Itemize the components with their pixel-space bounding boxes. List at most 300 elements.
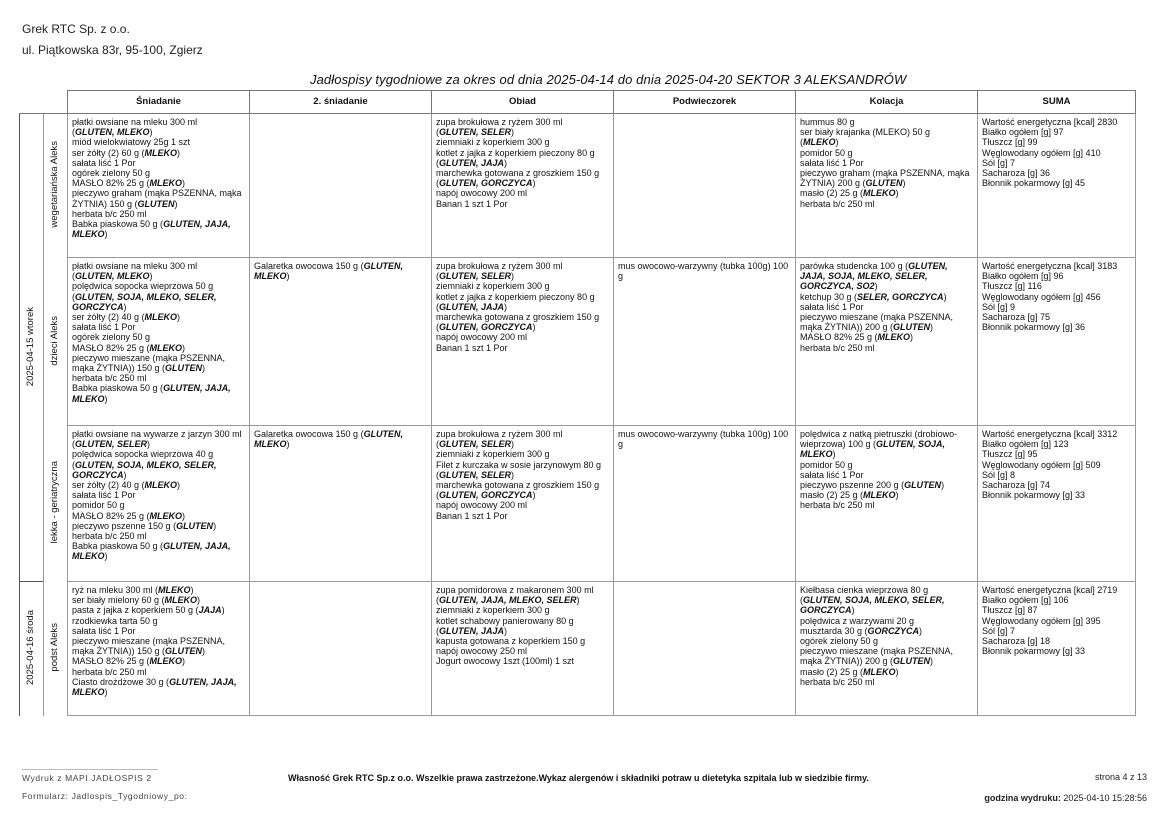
item-text: rzodkiewka tarta 50 g	[72, 615, 158, 626]
day-date-cell	[20, 114, 44, 582]
nutrition-summary-line: Sól [g] 7	[982, 157, 1016, 168]
meal-item	[436, 460, 610, 480]
item-text: (	[436, 595, 439, 606]
meal-item	[800, 188, 974, 198]
item-text-end: )	[147, 439, 151, 450]
item-text: sałata liść 1 Por	[72, 490, 136, 501]
item-text-end: )	[182, 510, 186, 521]
meal-item	[800, 302, 974, 312]
item-text: (	[436, 157, 439, 168]
item-text-end: )	[851, 605, 855, 616]
nutrition-summary-line: Tłuszcz [g] 95	[982, 449, 1038, 460]
meal-item	[800, 332, 974, 342]
footer-page-number: strona 4 z 13	[1094, 772, 1147, 782]
meal-cell-breakfast	[68, 426, 250, 582]
allergen-list: GLUTEN	[165, 646, 203, 657]
allergen-list: GLUTEN, JAJA	[439, 157, 505, 168]
item-text: polędwica z warzywami 20 g	[800, 615, 915, 626]
item-text-end: )	[177, 312, 181, 323]
item-text-end: )	[149, 127, 153, 138]
diet-name: podst Aleks	[49, 623, 61, 672]
allergen-list: GLUTEN, SELER	[75, 439, 148, 450]
item-text: ser żółty (2) 40 g (	[72, 312, 145, 323]
meal-item	[800, 646, 974, 666]
meal-item	[72, 322, 246, 332]
item-text: (	[436, 490, 439, 501]
item-text: herbata b/c 250 ml	[72, 373, 147, 384]
item-text: (	[436, 301, 439, 312]
diet-name: lekka - geriatryczna	[49, 461, 61, 544]
nutrition-summary-line: Błonnik pokarmowy [g] 33	[982, 646, 1086, 657]
item-text: herbata b/c 250 ml	[800, 676, 875, 687]
summary-cell	[978, 114, 1136, 258]
item-text: napój owocowy 250 ml	[436, 646, 528, 657]
item-text: zupa brokułowa z ryżem 300 ml	[436, 117, 563, 127]
item-text: Banan 1 szt 1 Por	[436, 510, 508, 521]
allergen-list: GLUTEN	[165, 363, 203, 374]
meal-cell-second-breakfast	[250, 582, 432, 716]
menu-row	[20, 582, 1136, 716]
item-text-end: )	[532, 178, 536, 189]
item-text: masło (2) 25 g (	[800, 188, 864, 199]
meal-item	[436, 605, 610, 615]
meal-item	[72, 137, 246, 147]
item-text-end: )	[504, 301, 508, 312]
item-text-end: )	[177, 480, 181, 491]
item-text: ketchup 30 g (	[800, 291, 858, 302]
meal-cell-afternoon-snack	[614, 426, 796, 582]
allergen-list: GLUTEN, SELER	[439, 271, 512, 282]
item-text-end: )	[930, 656, 934, 667]
meal-item	[72, 219, 246, 239]
nutrition-summary-line: Węglowodany ogółem [g] 456	[982, 291, 1101, 302]
item-text: (	[436, 271, 439, 282]
item-text: pomidor 50 g	[800, 147, 853, 158]
diet-name-cell	[44, 258, 68, 426]
item-text: polędwica sopocka wieprzowa 40 g	[72, 449, 214, 460]
nutrition-summary-line: Błonnik pokarmowy [g] 45	[982, 178, 1086, 189]
item-text: polędwica z natką pietruszki (drobiowo-wieprzowa) 100 g (	[800, 429, 958, 450]
item-text-end: )	[182, 342, 186, 353]
item-text: (	[436, 625, 439, 636]
meal-item	[436, 429, 610, 449]
column-header-afternoon-snack: Podwieczorek	[614, 91, 796, 114]
footer-printout: Wydruk z MAPI JADŁOSPIS 2	[22, 773, 152, 783]
item-text: MASŁO 82% 25 g (	[72, 510, 150, 521]
meal-item	[72, 541, 246, 561]
item-text: pieczywo mieszane (mąka PSZENNA, mąka ŻYTNIA)) 200 g (	[800, 312, 954, 333]
allergen-list: GLUTEN, JAJA, SOJA, MLEKO, SELER, GORCZYCA, SO2	[800, 261, 948, 292]
meal-item	[72, 148, 246, 158]
nutrition-summary-line: Błonnik pokarmowy [g] 36	[982, 322, 1086, 333]
item-text-end: )	[197, 595, 201, 606]
diet-name-cell	[44, 582, 68, 716]
meal-item	[800, 616, 974, 626]
meal-item	[800, 429, 974, 460]
menu-row	[20, 426, 1136, 582]
footer-print-time	[984, 793, 1147, 803]
column-header-supper: Kolacja	[796, 91, 978, 114]
meal-cell-supper	[796, 426, 978, 582]
meal-cell-second-breakfast	[250, 114, 432, 258]
nutrition-summary-line: Węglowodany ogółem [g] 509	[982, 459, 1101, 470]
meal-item	[800, 292, 974, 302]
meal-item	[72, 667, 246, 677]
item-text: sałata liść 1 Por	[800, 469, 864, 480]
item-text: (	[800, 137, 803, 148]
item-text-end: )	[123, 301, 127, 312]
meal-item	[800, 343, 974, 353]
item-text-end: )	[104, 393, 108, 404]
nutrition-summary-line: Węglowodany ogółem [g] 395	[982, 615, 1101, 626]
meal-item	[72, 332, 246, 342]
item-text: pieczywo graham (mąka PSZENNA, mąka ŻYTNIA) 200 g (	[800, 168, 970, 189]
meal-item	[72, 656, 246, 666]
meal-item	[436, 332, 610, 342]
meal-cell-supper	[796, 582, 978, 716]
item-text-end: )	[874, 281, 878, 292]
meal-item	[436, 292, 610, 312]
meal-item	[436, 199, 610, 209]
allergen-list: GLUTEN, GORCZYCA	[439, 322, 533, 333]
footer-copyright: Własność Grek RTC Sp.z o.o. Wszelkie prawa zastrzeżone.Wykaz alergenów i składniki potraw u dietetyka szpitala lub w siedzibie firmy.	[288, 773, 869, 783]
item-text-end: )	[511, 439, 515, 450]
meal-cell-breakfast	[68, 258, 250, 426]
allergen-list: GLUTEN, JAJA, MLEKO, SELER	[439, 595, 577, 606]
item-text: ser biały krajanka (MLEKO) 50 g	[800, 127, 931, 138]
item-text: zupa brokułowa z ryżem 300 ml	[436, 429, 563, 439]
item-text: Banan 1 szt 1 Por	[436, 198, 508, 209]
menu-body	[20, 114, 1136, 716]
meal-item	[800, 470, 974, 480]
allergen-list: GLUTEN	[176, 520, 214, 531]
footer-print-time-value: 2025-04-10 15:28:56	[1063, 793, 1147, 803]
column-header-second-breakfast: 2. śniadanie	[250, 91, 432, 114]
meal-item	[72, 490, 246, 500]
meal-item	[800, 626, 974, 636]
day-date: 2025-04-15 wtorek	[25, 306, 37, 386]
nutrition-summary-line: Sacharoza [g] 75	[982, 312, 1051, 323]
item-text: ogórek zielony 50 g	[72, 168, 151, 179]
item-text: pomidor 50 g	[800, 459, 853, 470]
meal-item	[72, 343, 246, 353]
column-header-breakfast: Śniadanie	[68, 91, 250, 114]
allergen-list: MLEKO	[863, 666, 896, 677]
item-text: (	[72, 271, 75, 282]
diet-name: wegetariańska Aleks	[49, 141, 61, 228]
item-text: MASŁO 82% 25 g (	[800, 332, 878, 343]
allergen-list: GLUTEN	[137, 198, 175, 209]
item-text: pieczywo mieszane (mąka PSZENNA, mąka ŻYTNIA)) 200 g (	[800, 646, 954, 667]
meal-item	[436, 636, 610, 646]
item-text: ogórek zielony 50 g	[72, 332, 151, 343]
item-text-end: )	[286, 271, 290, 282]
company-address: ul. Piątkowska 83r, 95-100, Zgierz	[22, 43, 203, 57]
item-text-end: )	[149, 271, 153, 282]
item-text: marchewka gotowana z groszkiem 150 g	[436, 480, 600, 491]
item-text: herbata b/c 250 ml	[800, 500, 875, 511]
allergen-list: JAJA	[198, 605, 222, 616]
company-name: Grek RTC Sp. z o.o.	[22, 22, 130, 36]
meal-item	[72, 158, 246, 168]
nutrition-summary-line: Wartość energetyczna [kcal] 2830	[982, 117, 1118, 127]
item-text-end: )	[104, 687, 108, 698]
allergen-list: SELER, GORCZYCA	[857, 291, 944, 302]
item-text: herbata b/c 250 ml	[800, 342, 875, 353]
allergen-list: GORCZYCA	[867, 625, 920, 636]
item-text: Banan 1 szt 1 Por	[436, 342, 508, 353]
summary-cell	[978, 582, 1136, 716]
meal-cell-afternoon-snack	[614, 258, 796, 426]
meal-item	[800, 261, 974, 292]
meal-item	[72, 595, 246, 605]
item-text: (	[72, 127, 75, 138]
item-text-end: )	[123, 469, 127, 480]
nutrition-summary-line: Sacharoza [g] 18	[982, 636, 1051, 647]
meal-cell-second-breakfast	[250, 258, 432, 426]
item-text-end: )	[941, 480, 945, 491]
item-text-end: )	[504, 625, 508, 636]
meal-item	[436, 148, 610, 168]
menu-row	[20, 114, 1136, 258]
item-text-end: )	[511, 469, 515, 480]
item-text: pieczywo pszenne 150 g (	[72, 520, 177, 531]
meal-item	[254, 429, 428, 449]
meal-cell-breakfast	[68, 114, 250, 258]
meal-item	[800, 585, 974, 616]
item-text: Galaretka owocowa 150 g (	[254, 429, 364, 439]
meal-item	[72, 636, 246, 656]
item-text: (	[436, 322, 439, 333]
meal-cell-supper	[796, 258, 978, 426]
item-text-end: )	[202, 363, 206, 374]
meal-item	[800, 158, 974, 168]
allergen-list: GLUTEN, JAJA	[439, 625, 505, 636]
item-text: polędwica sopocka wieprzowa 50 g	[72, 281, 214, 292]
nutrition-summary-line: Wartość energetyczna [kcal] 2719	[982, 585, 1118, 595]
meal-item	[436, 511, 610, 521]
item-text: masło (2) 25 g (	[800, 490, 864, 501]
item-text-end: )	[910, 332, 914, 343]
allergen-list: GLUTEN, GORCZYCA	[439, 178, 533, 189]
meal-item	[800, 500, 974, 510]
allergen-list: GLUTEN, MLEKO	[75, 271, 150, 282]
item-text-end: )	[202, 646, 206, 657]
meal-item	[72, 626, 246, 636]
item-text: mus owocowo-warzywny (tubka 100g) 100 g	[618, 429, 789, 450]
item-text-end: )	[832, 449, 836, 460]
item-text-end: )	[895, 666, 899, 677]
footer-print-time-label: godzina wydruku:	[984, 793, 1061, 803]
item-text-end: )	[902, 178, 906, 189]
item-text: sałata liść 1 Por	[800, 301, 864, 312]
item-text: masło (2) 25 g (	[800, 666, 864, 677]
meal-item	[72, 605, 246, 615]
meal-item	[72, 312, 246, 322]
meal-item	[436, 188, 610, 198]
item-text-end: )	[511, 127, 515, 138]
meal-cell-lunch	[432, 114, 614, 258]
allergen-list: MLEKO	[144, 480, 178, 491]
nutrition-summary-line: Wartość energetyczna [kcal] 3312	[982, 429, 1118, 439]
item-text: hummus 80 g	[800, 117, 855, 127]
allergen-list: GLUTEN, SELER	[439, 127, 512, 138]
item-text: pieczywo mieszane (mąka PSZENNA, mąka ŻYTNIA)) 150 g (	[72, 352, 226, 374]
item-text: (	[72, 291, 75, 302]
item-text: MASŁO 82% 25 g (	[72, 656, 150, 667]
day-date: 2025-04-16 środa	[25, 610, 37, 686]
diet-name: dzieci Aleks	[49, 315, 61, 366]
item-text: pieczywo mieszane (mąka PSZENNA, mąka ŻYTNIA)) 150 g (	[72, 636, 226, 657]
allergen-list: GLUTEN, SOJA, MLEKO, SELER, GORCZYCA	[72, 459, 217, 480]
allergen-list: GLUTEN, JAJA	[439, 301, 505, 312]
item-text-end: )	[190, 585, 194, 595]
item-text: (	[800, 595, 803, 606]
allergen-list: GLUTEN, GORCZYCA	[439, 490, 533, 501]
allergen-list: GLUTEN, MLEKO	[254, 261, 404, 282]
meal-cell-lunch	[432, 258, 614, 426]
item-text-end: )	[532, 322, 536, 333]
item-text: MASŁO 82% 25 g (	[72, 342, 150, 353]
nutrition-summary-line: Białko ogółem [g] 97	[982, 127, 1064, 138]
meal-item	[72, 521, 246, 531]
item-text: herbata b/c 250 ml	[800, 198, 875, 209]
allergen-list: MLEKO	[149, 178, 183, 189]
meal-item	[436, 656, 610, 666]
item-text: ser żółty (2) 40 g (	[72, 480, 145, 491]
meal-item	[800, 460, 974, 470]
allergen-list: GLUTEN, SOJA, MLEKO	[800, 439, 946, 460]
meal-item	[72, 531, 246, 541]
item-text: parówka studencka 100 g (	[800, 261, 909, 271]
item-text: ziemniaki z koperkiem 300 g	[436, 137, 550, 148]
nutrition-summary-line: Sól [g] 8	[982, 469, 1016, 480]
footer-form-name: Formularz: Jadlospis_Tygodniowy_po:	[22, 791, 188, 801]
meal-item	[72, 585, 246, 595]
meal-item	[72, 353, 246, 373]
item-text: ziemniaki z koperkiem 300 g	[436, 605, 550, 616]
meal-item	[72, 500, 246, 510]
meal-item	[800, 667, 974, 677]
meal-item	[436, 646, 610, 656]
allergen-list: MLEKO	[164, 595, 198, 606]
item-text: pieczywo graham (mąka PSZENNA, mąka ŻYTNIA) 150 g (	[72, 188, 242, 209]
item-text: marchewka gotowana z groszkiem 150 g	[436, 312, 600, 323]
item-text: napój owocowy 200 ml	[436, 500, 528, 511]
meal-item	[800, 168, 974, 188]
item-text: herbata b/c 250 ml	[72, 531, 147, 542]
allergen-list: MLEKO	[149, 510, 183, 521]
item-text-end: )	[221, 605, 225, 616]
item-text: herbata b/c 250 ml	[72, 208, 147, 219]
allergen-list: GLUTEN, JAJA, MLEKO	[72, 676, 237, 698]
meal-item	[800, 480, 974, 490]
column-header-summary: SUMA	[978, 91, 1136, 114]
item-text: pieczywo pszenne 200 g (	[800, 480, 905, 491]
item-text-end: )	[104, 551, 108, 562]
meal-cell-afternoon-snack	[614, 114, 796, 258]
item-text: ziemniaki z koperkiem 300 g	[436, 281, 550, 292]
item-text-end: )	[835, 137, 839, 148]
meal-item	[436, 480, 610, 500]
meal-item	[436, 137, 610, 147]
meal-cell-supper	[796, 114, 978, 258]
allergen-list: GLUTEN	[893, 656, 931, 667]
allergen-list: GLUTEN	[865, 178, 903, 189]
allergen-list: MLEKO	[863, 490, 896, 501]
allergen-list: MLEKO	[149, 342, 183, 353]
item-text-end: )	[576, 595, 580, 606]
item-text: kotlet schabowy panierowany 80 g	[436, 615, 574, 626]
item-text: (	[436, 469, 439, 480]
item-text: MASŁO 82% 25 g (	[72, 178, 150, 189]
nutrition-summary-line: Węglowodany ogółem [g] 410	[982, 147, 1101, 158]
meal-item	[436, 312, 610, 332]
nutrition-summary-line: Białko ogółem [g] 96	[982, 271, 1064, 282]
allergen-list: MLEKO	[149, 656, 183, 667]
footer-divider	[22, 769, 158, 770]
item-text-end: )	[177, 147, 181, 158]
meal-item	[72, 511, 246, 521]
item-text: zupa brokułowa z ryżem 300 ml	[436, 261, 563, 271]
meal-cell-second-breakfast	[250, 426, 432, 582]
meal-item	[436, 585, 610, 605]
item-text-end: )	[104, 229, 108, 240]
meal-item	[800, 199, 974, 209]
item-text: Jogurt owocowy 1szt (100ml) 1 szt	[436, 656, 575, 667]
item-text-end: )	[943, 291, 947, 302]
item-text: Filet z kurczaka w sosie jarzynowym 80 g	[436, 459, 602, 470]
item-text: ziemniaki z koperkiem 300 g	[436, 449, 550, 460]
item-text: Babka piaskowa 50 g (	[72, 541, 164, 552]
item-text: Galaretka owocowa 150 g (	[254, 261, 364, 271]
header-blank-diet	[44, 91, 68, 114]
item-text: sałata liść 1 Por	[72, 625, 136, 636]
item-text: (	[72, 439, 75, 450]
allergen-list: MLEKO	[863, 188, 896, 199]
allergen-list: GLUTEN, JAJA, MLEKO	[72, 383, 231, 404]
item-text: pasta z jajka z koperkiem 50 g (	[72, 605, 199, 616]
item-text: sałata liść 1 Por	[72, 322, 136, 333]
meal-item	[800, 636, 974, 646]
item-text: sałata liść 1 Por	[72, 157, 136, 168]
item-text: sałata liść 1 Por	[800, 157, 864, 168]
meal-item	[436, 343, 610, 353]
meal-item	[800, 677, 974, 687]
meal-item	[72, 429, 246, 449]
summary-cell	[978, 426, 1136, 582]
item-text: miód wielokwiatowy 25g 1 szt	[72, 137, 191, 148]
header-blank-date	[20, 91, 44, 114]
item-text-end: )	[930, 322, 934, 333]
meal-item	[72, 188, 246, 208]
meal-item	[72, 383, 246, 403]
allergen-list: MLEKO	[803, 137, 836, 148]
meal-item	[72, 168, 246, 178]
allergen-list: GLUTEN	[893, 322, 931, 333]
allergen-list: GLUTEN, JAJA, MLEKO	[72, 541, 231, 562]
report-title: Jadłospisy tygodniowe za okres od dnia 2025-04-14 do dnia 2025-04-20 SEKTOR 3 ALEKSANDRÓW	[310, 72, 907, 87]
item-text: napój owocowy 200 ml	[436, 332, 528, 343]
meal-item	[436, 616, 610, 636]
allergen-list: MLEKO	[158, 585, 191, 595]
item-text: musztarda 30 g (	[800, 625, 868, 636]
meal-cell-lunch	[432, 582, 614, 716]
item-text: kotlet z jajka z koperkiem pieczony 80 g	[436, 291, 595, 302]
meal-cell-breakfast	[68, 582, 250, 716]
meal-item	[618, 261, 792, 281]
day-date-cell	[20, 582, 44, 716]
